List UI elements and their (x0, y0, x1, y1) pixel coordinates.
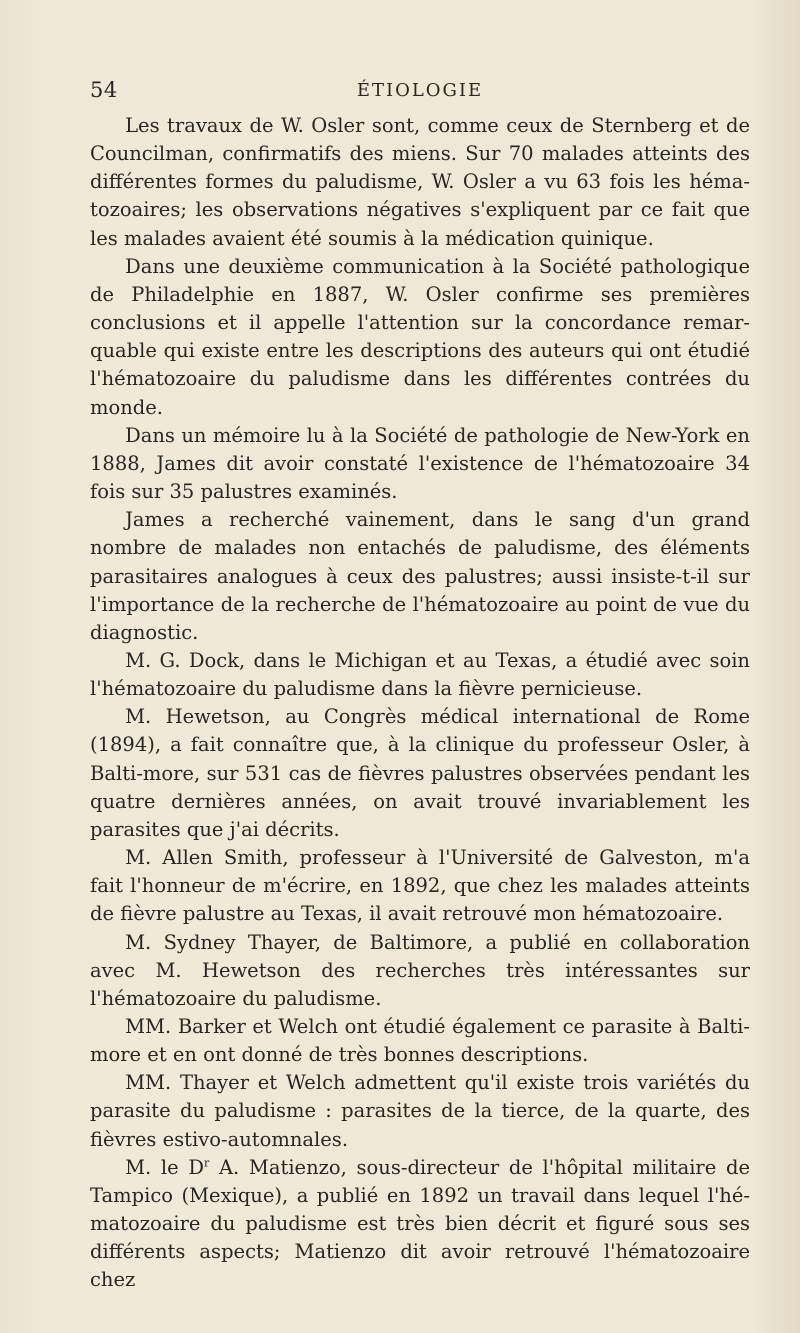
paragraph: M. Allen Smith, professeur à l'Université de Galveston, m'a fait l'honneur de m'écrire, en 1892, que chez les malades atteints de fièvre palustre au Texas, il avait retrouvé mon hématozoaire. (90, 846, 750, 926)
paragraph: James a recherché vainement, dans le sang d'un grand nombre de malades non entachés de paludisme, des éléments parasitaires analogues à ceux des palustres; aussi insiste-t-il sur l'importance de la recherche de l'hématozoaire au point de vue du diagnostic. (90, 508, 750, 644)
paragraph: M. Hewetson, au Congrès médical international de Rome (1894), a fait connaître que, à la clinique du professeur Osler, à Balti-more, sur 531 cas de fièvres palustres observées pendant les quatre dernières années, on avait trouvé invariablement les parasites que j'ai décrits. (90, 705, 750, 841)
paragraph: Dans un mémoire lu à la Société de pathologie de New-York en 1888, James dit avoir constaté l'existence de l'hématozoaire 34 fois sur 35 palustres examinés. (90, 423, 750, 504)
page-header (90, 78, 750, 108)
paragraph: MM. Barker et Welch ont étudié également ce parasite à Balti-more et en ont donné de très bonnes descriptions. (90, 1015, 750, 1067)
paragraph: MM. Thayer et Welch admettent qu'il existe trois variétés du parasite du paludisme : parasites de la tierce, de la quarte, des fièvres estivo-automnales. (90, 1071, 750, 1151)
superscript: r (204, 1156, 210, 1170)
paragraph-text: A. Matienzo, sous-directeur de l'hôpital militaire de Tampico (Mexique), a publié en 1892 un travail dans lequel l'hé-matozoaire du paludisme est très bien décrit et figuré sous ses différents aspects; Matienzo dit avoir retrouvé l'hématozoaire chez (90, 1155, 750, 1292)
paragraph-text: M. le D (125, 1155, 205, 1179)
body-text (90, 112, 750, 1295)
paragraph: Les travaux de W. Osler sont, comme ceux de Sternberg et de Councilman, confirmatifs des miens. Sur 70 malades atteints des différentes formes du paludisme, W. Osler a vu 63 fois les héma-tozoaires; les observations négatives s'expliquent par ce fait que les malades avaient été soumis à la médication quinique. (90, 114, 750, 250)
paragraph: M. G. Dock, dans le Michigan et au Texas, a étudié avec soin l'hématozoaire du paludisme dans la fièvre pernicieuse. (90, 648, 750, 701)
paragraph: Dans une deuxième communication à la Société pathologique de Philadelphie en 1887, W. Osler confirme ses premières conclusions et il appelle l'attention sur la concordance remar-quable qui existe entre les descriptions des auteurs qui ont étudié l'hématozoaire du paludisme dans les différentes contrées du monde. (90, 254, 750, 419)
paragraph-last (90, 1154, 750, 1295)
page-number: 54 (90, 78, 118, 102)
paragraph: M. Sydney Thayer, de Baltimore, a publié en collaboration avec M. Hewetson des recherches très intéressantes sur l'hématozoaire du paludisme. (90, 930, 750, 1010)
running-head: ÉTIOLOGIE (356, 80, 484, 101)
